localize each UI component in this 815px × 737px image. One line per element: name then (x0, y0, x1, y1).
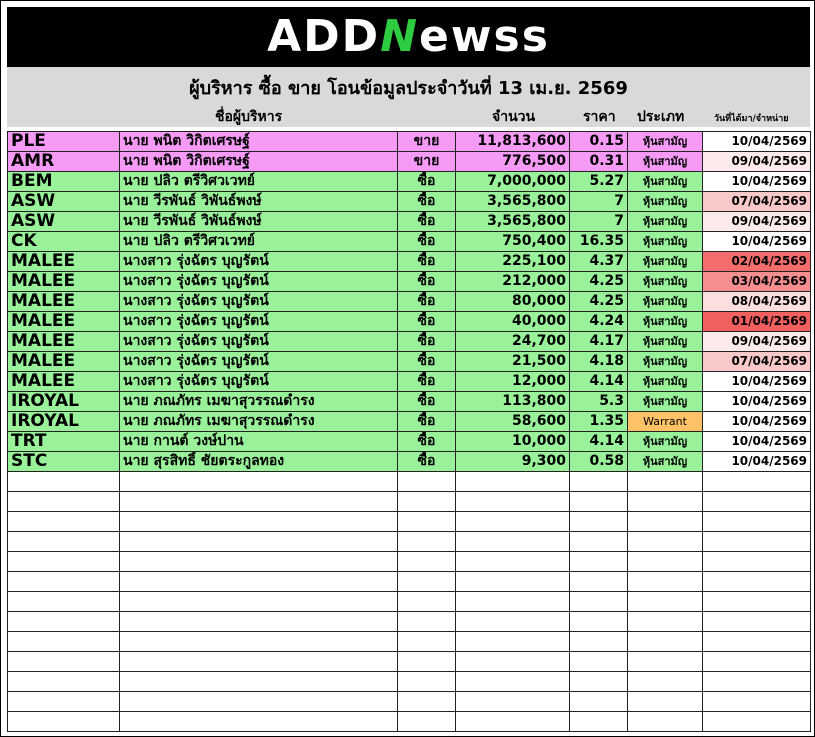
empty-cell (628, 512, 703, 532)
empty-cell (456, 472, 570, 492)
stock-code: MALEE (8, 252, 120, 272)
empty-cell (8, 672, 120, 692)
empty-cell (398, 572, 456, 592)
trade-price: 4.25 (570, 272, 628, 292)
empty-cell (570, 492, 628, 512)
empty-cell (8, 512, 120, 532)
stock-code: TRT (8, 432, 120, 452)
empty-cell (8, 492, 120, 512)
table-row (8, 132, 811, 152)
executive-name: นาย สุรสิทธิ์ ชัยตระกูลทอง (120, 452, 398, 472)
security-type: หุ้นสามัญ (628, 372, 703, 392)
empty-cell (456, 592, 570, 612)
trade-date: 10/04/2569 (703, 412, 811, 432)
trade-amount: 24,700 (456, 332, 570, 352)
table-row (8, 352, 811, 372)
trade-price: 0.58 (570, 452, 628, 472)
trade-amount: 40,000 (456, 312, 570, 332)
trade-date: 10/04/2569 (703, 452, 811, 472)
trade-action: ซื้อ (398, 452, 456, 472)
empty-cell (628, 532, 703, 552)
empty-row (8, 512, 811, 532)
empty-cell (628, 692, 703, 712)
empty-cell (120, 552, 398, 572)
empty-cell (456, 632, 570, 652)
insider-trades-table (7, 131, 811, 732)
trade-amount: 113,800 (456, 392, 570, 412)
empty-cell (120, 632, 398, 652)
empty-cell (703, 512, 811, 532)
trade-action: ซื้อ (398, 372, 456, 392)
empty-cell (570, 612, 628, 632)
security-type: หุ้นสามัญ (628, 272, 703, 292)
empty-cell (120, 532, 398, 552)
table-row (8, 172, 811, 192)
empty-cell (628, 572, 703, 592)
trade-price: 4.37 (570, 252, 628, 272)
empty-cell (570, 532, 628, 552)
trade-action: ซื้อ (398, 332, 456, 352)
stock-code: ASW (8, 192, 120, 212)
security-type: หุ้นสามัญ (628, 332, 703, 352)
empty-cell (8, 472, 120, 492)
empty-cell (456, 612, 570, 632)
empty-cell (570, 632, 628, 652)
empty-cell (120, 492, 398, 512)
trade-action: ซื้อ (398, 172, 456, 192)
security-type: หุ้นสามัญ (628, 312, 703, 332)
empty-cell (456, 512, 570, 532)
stock-code: CK (8, 232, 120, 252)
executive-name: นาย ภณภัทร เมฆาสุวรรณดำรง (120, 412, 398, 432)
empty-cell (570, 572, 628, 592)
stock-code: IROYAL (8, 392, 120, 412)
table-row (8, 152, 811, 172)
trade-date: 10/04/2569 (703, 392, 811, 412)
empty-cell (120, 472, 398, 492)
trade-amount: 12,000 (456, 372, 570, 392)
stock-code: MALEE (8, 292, 120, 312)
empty-row (8, 472, 811, 492)
trade-price: 0.31 (570, 152, 628, 172)
trade-price: 16.35 (570, 232, 628, 252)
empty-cell (8, 712, 120, 732)
stock-code: IROYAL (8, 412, 120, 432)
empty-cell (703, 612, 811, 632)
security-type: หุ้นสามัญ (628, 292, 703, 312)
trade-amount: 10,000 (456, 432, 570, 452)
stock-code: MALEE (8, 272, 120, 292)
empty-cell (8, 572, 120, 592)
trade-date: 10/04/2569 (703, 432, 811, 452)
trade-action: ขาย (398, 132, 456, 152)
empty-row (8, 692, 811, 712)
empty-cell (703, 652, 811, 672)
trade-action: ซื้อ (398, 352, 456, 372)
security-type: หุ้นสามัญ (628, 432, 703, 452)
empty-cell (703, 632, 811, 652)
trade-price: 5.27 (570, 172, 628, 192)
trade-date: 09/04/2569 (703, 332, 811, 352)
empty-cell (570, 472, 628, 492)
empty-row (8, 612, 811, 632)
table-row (8, 292, 811, 312)
trade-action: ขาย (398, 152, 456, 172)
page-title: ผู้บริหาร ซื้อ ขาย โอนข้อมูลประจำวันที่ 13 เม.ย. 2569 (189, 78, 628, 99)
trade-date: 08/04/2569 (703, 292, 811, 312)
table-row (8, 312, 811, 332)
table-row (8, 192, 811, 212)
stock-code: AMR (8, 152, 120, 172)
empty-cell (8, 612, 120, 632)
trade-date: 09/04/2569 (703, 212, 811, 232)
trade-amount: 212,000 (456, 272, 570, 292)
executive-name: นาย ปลิว ตรีวิศวเวทย์ (120, 172, 398, 192)
stock-code: BEM (8, 172, 120, 192)
trade-amount: 3,565,800 (456, 212, 570, 232)
empty-row (8, 572, 811, 592)
empty-cell (570, 712, 628, 732)
trade-amount: 11,813,600 (456, 132, 570, 152)
trade-date: 07/04/2569 (703, 352, 811, 372)
empty-cell (703, 492, 811, 512)
empty-cell (456, 532, 570, 552)
table-row (8, 272, 811, 292)
security-type: หุ้นสามัญ (628, 152, 703, 172)
trade-action: ซื้อ (398, 432, 456, 452)
table-row (8, 392, 811, 412)
trade-price: 4.17 (570, 332, 628, 352)
empty-cell (120, 712, 398, 732)
empty-cell (570, 652, 628, 672)
empty-cell (456, 712, 570, 732)
empty-cell (398, 692, 456, 712)
empty-cell (703, 712, 811, 732)
trade-action: ซื้อ (398, 312, 456, 332)
empty-cell (628, 472, 703, 492)
empty-cell (628, 712, 703, 732)
empty-cell (456, 552, 570, 572)
header-date: วันที่ได้มา/จำหน่าย (714, 114, 789, 124)
security-type: หุ้นสามัญ (628, 452, 703, 472)
executive-name: นาย พนิต วิกิตเศรษฐ์ (120, 132, 398, 152)
header-price: ราคา (583, 109, 616, 125)
executive-name: นางสาว รุ่งฉัตร บุญรัตน์ (120, 272, 398, 292)
empty-cell (8, 632, 120, 652)
empty-cell (398, 532, 456, 552)
trade-price: 4.18 (570, 352, 628, 372)
trade-amount: 21,500 (456, 352, 570, 372)
empty-cell (120, 592, 398, 612)
trade-action: ซื้อ (398, 392, 456, 412)
empty-cell (8, 552, 120, 572)
trade-action: ซื้อ (398, 272, 456, 292)
empty-cell (398, 652, 456, 672)
stock-code: MALEE (8, 332, 120, 352)
executive-name: นาย วีรพันธ์ วิพันธ์พงษ์ (120, 192, 398, 212)
trade-date: 03/04/2569 (703, 272, 811, 292)
empty-cell (398, 672, 456, 692)
empty-cell (398, 612, 456, 632)
stock-code: MALEE (8, 352, 120, 372)
table-row (8, 232, 811, 252)
empty-cell (120, 512, 398, 532)
empty-cell (8, 652, 120, 672)
empty-row (8, 532, 811, 552)
security-type: หุ้นสามัญ (628, 352, 703, 372)
trade-amount: 225,100 (456, 252, 570, 272)
stock-code: STC (8, 452, 120, 472)
empty-cell (628, 592, 703, 612)
logo-banner (7, 7, 810, 67)
table-row (8, 432, 811, 452)
empty-cell (398, 512, 456, 532)
trade-date: 10/04/2569 (703, 232, 811, 252)
executive-name: นางสาว รุ่งฉัตร บุญรัตน์ (120, 332, 398, 352)
header-type: ประเภท (637, 109, 685, 125)
security-type: หุ้นสามัญ (628, 212, 703, 232)
trade-date: 10/04/2569 (703, 372, 811, 392)
empty-cell (398, 592, 456, 612)
trade-amount: 9,300 (456, 452, 570, 472)
trade-price: 4.25 (570, 292, 628, 312)
empty-cell (398, 492, 456, 512)
trade-action: ซื้อ (398, 412, 456, 432)
empty-cell (628, 612, 703, 632)
trade-price: 7 (570, 212, 628, 232)
table-row (8, 252, 811, 272)
security-type: หุ้นสามัญ (628, 232, 703, 252)
empty-cell (628, 672, 703, 692)
empty-cell (456, 652, 570, 672)
executive-name: นางสาว รุ่งฉัตร บุญรัตน์ (120, 252, 398, 272)
empty-cell (570, 552, 628, 572)
empty-cell (628, 652, 703, 672)
security-type: หุ้นสามัญ (628, 392, 703, 412)
security-type: หุ้นสามัญ (628, 252, 703, 272)
security-type: หุ้นสามัญ (628, 192, 703, 212)
empty-cell (703, 572, 811, 592)
executive-name: นางสาว รุ่งฉัตร บุญรัตน์ (120, 372, 398, 392)
stock-code: ASW (8, 212, 120, 232)
empty-cell (120, 572, 398, 592)
executive-name: นาย ปลิว ตรีวิศวเวทย์ (120, 232, 398, 252)
trade-amount: 7,000,000 (456, 172, 570, 192)
trade-date: 01/04/2569 (703, 312, 811, 332)
empty-cell (703, 672, 811, 692)
empty-cell (120, 652, 398, 672)
executive-name: นาย พนิต วิกิตเศรษฐ์ (120, 152, 398, 172)
trade-amount: 776,500 (456, 152, 570, 172)
header-name: ชื่อผู้บริหาร (215, 109, 283, 125)
trade-amount: 3,565,800 (456, 192, 570, 212)
trade-amount: 750,400 (456, 232, 570, 252)
security-type: หุ้นสามัญ (628, 132, 703, 152)
empty-row (8, 492, 811, 512)
trade-date: 10/04/2569 (703, 172, 811, 192)
empty-cell (456, 692, 570, 712)
trade-price: 7 (570, 192, 628, 212)
trade-action: ซื้อ (398, 252, 456, 272)
empty-cell (570, 672, 628, 692)
trade-price: 1.35 (570, 412, 628, 432)
trade-price: 5.3 (570, 392, 628, 412)
executive-name: นางสาว รุ่งฉัตร บุญรัตน์ (120, 292, 398, 312)
trade-date: 07/04/2569 (703, 192, 811, 212)
empty-cell (570, 592, 628, 612)
empty-cell (570, 692, 628, 712)
trade-amount: 80,000 (456, 292, 570, 312)
empty-cell (398, 712, 456, 732)
empty-cell (703, 532, 811, 552)
trade-action: ซื้อ (398, 292, 456, 312)
empty-cell (628, 552, 703, 572)
empty-row (8, 712, 811, 732)
empty-cell (703, 592, 811, 612)
empty-cell (628, 632, 703, 652)
executive-name: นาย ภณภัทร เมฆาสุวรรณดำรง (120, 392, 398, 412)
executive-name: นางสาว รุ่งฉัตร บุญรัตน์ (120, 352, 398, 372)
empty-cell (398, 632, 456, 652)
empty-row (8, 652, 811, 672)
trade-action: ซื้อ (398, 192, 456, 212)
trade-action: ซื้อ (398, 212, 456, 232)
empty-cell (120, 612, 398, 632)
stock-code: MALEE (8, 372, 120, 392)
executive-name: นางสาว รุ่งฉัตร บุญรัตน์ (120, 312, 398, 332)
security-type: หุ้นสามัญ (628, 172, 703, 192)
trade-amount: 58,600 (456, 412, 570, 432)
table-row (8, 372, 811, 392)
empty-cell (456, 492, 570, 512)
empty-cell (703, 552, 811, 572)
stock-code: MALEE (8, 312, 120, 332)
empty-row (8, 672, 811, 692)
empty-cell (456, 572, 570, 592)
trade-date: 09/04/2569 (703, 152, 811, 172)
trade-date: 10/04/2569 (703, 132, 811, 152)
empty-cell (8, 692, 120, 712)
addnewss-logo: ADDNewss (267, 11, 550, 62)
empty-row (8, 592, 811, 612)
empty-cell (8, 532, 120, 552)
executive-name: นาย วีรพันธ์ วิพันธ์พงษ์ (120, 212, 398, 232)
trade-date: 02/04/2569 (703, 252, 811, 272)
empty-cell (570, 512, 628, 532)
table-row (8, 212, 811, 232)
executive-name: นาย กานต์ วงษ์ปาน (120, 432, 398, 452)
empty-cell (398, 472, 456, 492)
trade-price: 4.14 (570, 432, 628, 452)
empty-cell (8, 592, 120, 612)
trade-action: ซื้อ (398, 232, 456, 252)
security-type: Warrant (628, 412, 703, 432)
table-row (8, 452, 811, 472)
empty-cell (120, 672, 398, 692)
empty-cell (398, 552, 456, 572)
empty-row (8, 632, 811, 652)
header-area (7, 67, 810, 127)
empty-cell (456, 672, 570, 692)
header-amount: จำนวน (492, 109, 536, 125)
table-row (8, 412, 811, 432)
table-row (8, 332, 811, 352)
stock-code: PLE (8, 132, 120, 152)
trade-price: 4.14 (570, 372, 628, 392)
empty-cell (120, 692, 398, 712)
empty-cell (703, 472, 811, 492)
trade-price: 0.15 (570, 132, 628, 152)
empty-row (8, 552, 811, 572)
empty-cell (628, 492, 703, 512)
trade-price: 4.24 (570, 312, 628, 332)
empty-cell (703, 692, 811, 712)
